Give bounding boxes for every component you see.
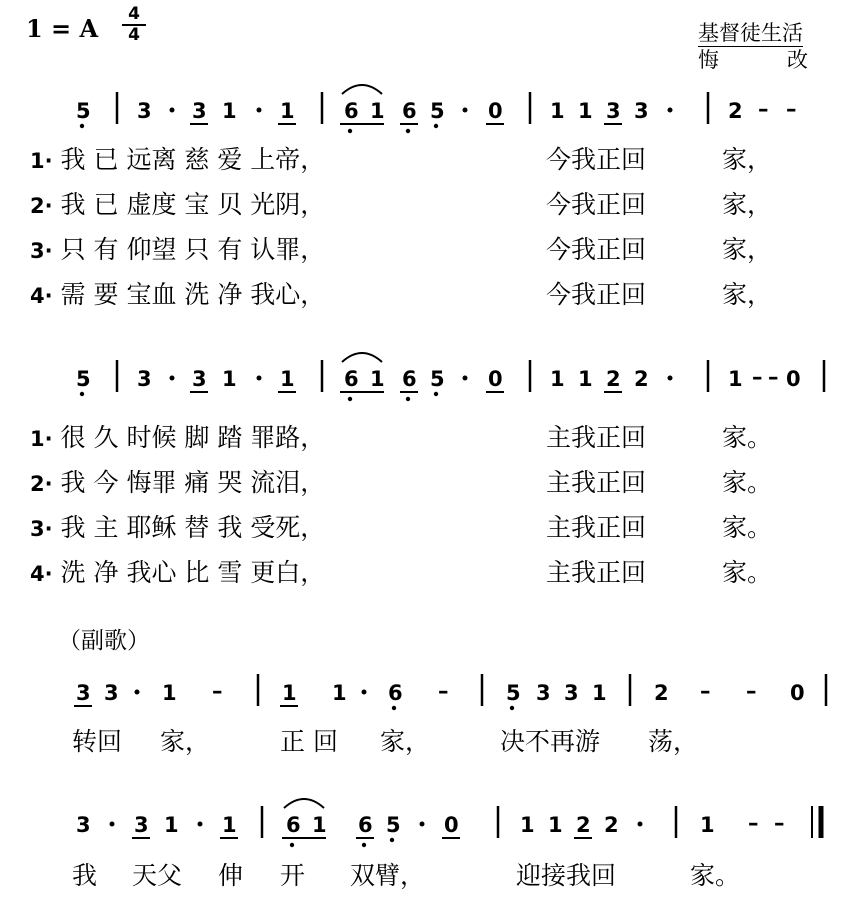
verse-1-line-a <box>30 140 325 176</box>
note: 2 <box>728 99 743 123</box>
low-octave-dot <box>348 129 352 133</box>
chorus-lyric: 家。 <box>690 861 741 890</box>
low-octave-dot <box>390 838 394 842</box>
note: 2 <box>576 813 591 837</box>
dash: – <box>212 679 223 703</box>
key-signature: 1 = A <box>26 14 99 43</box>
note: 1 <box>550 99 565 123</box>
note: 0 <box>488 367 503 391</box>
chorus-lyric: 决不再游 <box>500 727 601 756</box>
lyric-text: 我 已 虚度 宝 贝 光阴， <box>60 190 326 219</box>
refrain-end: 家， <box>722 145 773 174</box>
note: 6 <box>402 367 417 391</box>
low-octave-dot <box>348 397 352 401</box>
lyric-text: 很 久 时候 脚 踏 罪路， <box>60 423 326 452</box>
refrain-text: 主我正回 <box>546 468 647 497</box>
low-octave-dot <box>406 129 410 133</box>
verse-3-line-b <box>30 508 325 544</box>
dot <box>257 376 262 381</box>
time-signature-top: 4 <box>128 4 140 24</box>
note: 5 <box>506 681 521 705</box>
note: 1 <box>728 367 743 391</box>
verse-4-line-a <box>30 275 325 311</box>
dash: – <box>700 679 711 703</box>
note: 5 <box>430 99 445 123</box>
note: 1 <box>592 681 607 705</box>
note: 0 <box>488 99 503 123</box>
lyric-text: 需 要 宝血 洗 净 我心， <box>60 280 326 309</box>
verse-number: 2· <box>30 472 53 496</box>
note: 3 <box>634 99 649 123</box>
note: 6 <box>358 813 373 837</box>
note: 1 <box>280 367 295 391</box>
low-octave-dot <box>434 392 438 396</box>
note: 0 <box>444 813 459 837</box>
refrain-end: 家。 <box>722 513 773 542</box>
dash: – <box>758 97 769 121</box>
slur <box>284 799 324 808</box>
refrain-end: 家。 <box>722 468 773 497</box>
note: 1 <box>312 813 327 837</box>
note: 1 <box>162 681 177 705</box>
chorus-lyric: 双臂， <box>350 861 426 890</box>
chorus-lyric: 开 <box>280 861 306 890</box>
refrain-end: 家。 <box>722 558 773 587</box>
note: 5 <box>76 367 91 391</box>
dash: – <box>438 679 449 703</box>
dot <box>362 690 367 695</box>
low-octave-dot <box>434 124 438 128</box>
chorus-lyric: 家， <box>160 727 211 756</box>
note: 3 <box>137 99 152 123</box>
note: 2 <box>604 813 619 837</box>
note: 6 <box>402 99 417 123</box>
chorus-lyric: 转回 <box>72 727 123 756</box>
note: 1 <box>520 813 535 837</box>
low-octave-dot <box>406 397 410 401</box>
note: 1 <box>222 99 237 123</box>
note: 3 <box>104 681 119 705</box>
chorus-lyric: 我 <box>72 861 98 890</box>
refrain-end: 家。 <box>722 423 773 452</box>
note: 5 <box>76 99 91 123</box>
low-octave-dot <box>80 124 84 128</box>
note: 3 <box>606 99 621 123</box>
note: 3 <box>564 681 579 705</box>
dot <box>463 108 468 113</box>
refrain-text: 主我正回 <box>546 513 647 542</box>
refrain-text: 今我正回 <box>546 190 647 219</box>
verse-number: 4· <box>30 562 53 586</box>
dot <box>638 822 643 827</box>
verse-2-line-a <box>30 185 325 221</box>
chorus-lyric: 家， <box>380 727 431 756</box>
note: 3 <box>192 367 207 391</box>
dash: – <box>768 365 779 389</box>
note: 3 <box>536 681 551 705</box>
note: 5 <box>430 367 445 391</box>
chorus-lyric: 正 回 <box>280 727 338 756</box>
note: 5 <box>386 813 401 837</box>
note: 1 <box>332 681 347 705</box>
source-category: 基督徒生活 <box>698 21 803 45</box>
dot <box>463 376 468 381</box>
lyric-text: 我 主 耶稣 替 我 受死， <box>60 513 326 542</box>
slur <box>342 85 382 94</box>
dot <box>257 108 262 113</box>
note: 3 <box>192 99 207 123</box>
notation-row-1 <box>76 85 797 133</box>
chorus-lyric: 伸 <box>218 861 244 890</box>
dot <box>420 822 425 827</box>
note: 6 <box>286 813 301 837</box>
verse-number: 1· <box>30 427 53 451</box>
chorus-lyric: 荡， <box>648 727 699 756</box>
verse-4-line-b <box>30 553 325 589</box>
note: 1 <box>370 367 385 391</box>
note: 1 <box>700 813 715 837</box>
dot <box>198 822 203 827</box>
dot <box>170 108 175 113</box>
note: 1 <box>550 367 565 391</box>
note: 3 <box>76 681 91 705</box>
note: 2 <box>634 367 649 391</box>
note: 2 <box>606 367 621 391</box>
dot <box>668 108 673 113</box>
verse-number: 1· <box>30 149 53 173</box>
note: 6 <box>388 681 403 705</box>
low-octave-dot <box>290 843 294 847</box>
low-octave-dot <box>362 843 366 847</box>
refrain-end: 家， <box>722 280 773 309</box>
verse-1-line-b <box>30 418 325 454</box>
note: 1 <box>578 367 593 391</box>
note: 3 <box>137 367 152 391</box>
notation-row-3 <box>74 674 826 710</box>
lyric-text: 我 今 悔罪 痛 哭 流泪， <box>60 468 326 497</box>
chorus-lyric: 天父 <box>132 861 183 890</box>
verse-number: 3· <box>30 517 53 541</box>
note: 6 <box>344 367 359 391</box>
verse-number: 3· <box>30 239 53 263</box>
note: 1 <box>370 99 385 123</box>
verse-number: 2· <box>30 194 53 218</box>
low-octave-dot <box>392 706 396 710</box>
verse-2-line-b <box>30 463 325 499</box>
dot <box>170 376 175 381</box>
slur <box>342 353 382 362</box>
lyric-text: 我 已 远离 慈 爱 上帝， <box>60 145 326 174</box>
note: 0 <box>786 367 801 391</box>
note: 1 <box>164 813 179 837</box>
dash: – <box>748 811 759 835</box>
refrain-end: 家， <box>722 190 773 219</box>
dash: – <box>746 679 757 703</box>
note: 1 <box>280 99 295 123</box>
notation-row-2 <box>76 353 824 401</box>
low-octave-dot <box>80 392 84 396</box>
time-signature-bottom: 4 <box>128 25 140 45</box>
dot <box>668 376 673 381</box>
dot <box>110 822 115 827</box>
notation-row-4 <box>76 799 821 847</box>
chorus-lyric: 迎接我回 <box>516 861 617 890</box>
note: 1 <box>548 813 563 837</box>
note: 1 <box>578 99 593 123</box>
note: 3 <box>134 813 149 837</box>
note: 6 <box>344 99 359 123</box>
low-octave-dot <box>510 706 514 710</box>
note: 3 <box>76 813 91 837</box>
note: 0 <box>790 681 805 705</box>
lyric-text: 洗 净 我心 比 雪 更白， <box>60 558 326 587</box>
note: 2 <box>654 681 669 705</box>
note: 1 <box>222 813 237 837</box>
verse-number: 4· <box>30 284 53 308</box>
lyric-text: 只 有 仰望 只 有 认罪， <box>60 235 326 264</box>
dot <box>135 690 140 695</box>
dash: – <box>774 811 785 835</box>
refrain-text: 今我正回 <box>546 145 647 174</box>
note: 1 <box>282 681 297 705</box>
refrain-text: 主我正回 <box>546 423 647 452</box>
refrain-text: 今我正回 <box>546 235 647 264</box>
dash: – <box>752 365 763 389</box>
refrain-text: 主我正回 <box>546 558 647 587</box>
dash: – <box>786 97 797 121</box>
source-subtitle: 悔 改 <box>698 48 808 72</box>
note: 1 <box>222 367 237 391</box>
refrain-end: 家， <box>722 235 773 264</box>
refrain-text: 今我正回 <box>546 280 647 309</box>
chorus-label: （副歌） <box>58 628 150 654</box>
verse-3-line-a <box>30 230 325 266</box>
